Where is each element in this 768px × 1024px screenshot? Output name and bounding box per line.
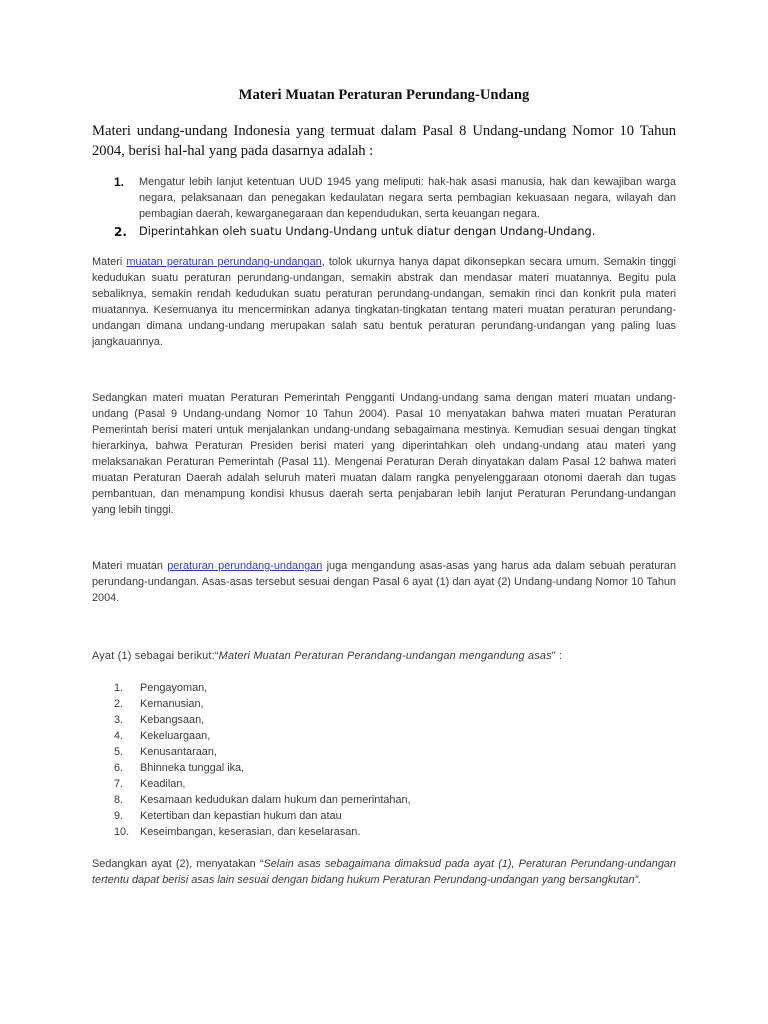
list-number: 1. [114,682,124,694]
list-item [92,808,676,824]
list-number: 8. [114,794,124,806]
list-item [92,174,676,222]
main-numbered-list [92,174,676,240]
italic-quote: Materi Muatan Peraturan Perandang-undangan mengandung asas [218,650,552,662]
list-number: 4. [114,730,124,742]
list-number: 9. [114,810,124,822]
italic-quote: Selain asas sebagaimana dimaksud pada ayat (1), Peraturan Perundang-undangan tertentu dapat berisi asas lain sesuai dengan bidang hukum Peraturan Perundang-undangan yang bersangkutan”. [92,858,676,886]
list-item-text: Pengayoman, [140,682,208,694]
paragraph-text: , tolok ukurnya hanya dapat dikonsepkan secara umum. Semakin tinggi kedudukan suatu peraturan perundang-undangan, semakin abstrak dan mendasar materi muatannya. Begitu pula sebaliknya, semakin rendah kedudukan suatu peraturan perundang-undangan, semakin rinci dan konkrit pula materi muatannya. Kesemuanya itu mencerminkan adanya tingkatan-tingkatan tentang materi muatan peraturan perundang-undangan dimana undang-undang merupakan salah satu bentuk peraturan perundang-undangan yang paling luas jangkauannya. [92,256,676,348]
list-item-text: Bhinneka tunggal ika, [140,762,245,774]
paragraph-ayat-1 [92,648,676,664]
link-peraturan-perundang-undangan[interactable]: peraturan perundang-undangan [167,560,323,572]
list-number: 10. [114,826,130,838]
paragraph-text: Ayat (1) sebagai berikut:“ [92,650,219,662]
list-number: 5. [114,746,124,758]
list-item-text: Kemanusian, [140,698,204,710]
paragraph-text: juga mengandung asas-asas yang harus ada dalam sebuah peraturan perundang-undangan. Asas-asas tersebut sesuai dengan Pasal 6 ayat (1) dan ayat (2) Undang-undang Nomor 10 Tahun 2004. [92,560,676,604]
list-number: 3. [114,714,124,726]
list-item [92,760,676,776]
paragraph-text: Materi [92,256,127,268]
list-item-text: Ketertiban dan kepastian hukum dan atau [140,810,342,822]
link-muatan-peraturan[interactable]: muatan peraturan perundang-undangan [126,256,322,268]
list-item [92,680,676,696]
list-item-text: Kekeluargaan, [140,730,211,742]
list-item-text: Kesamaan kedudukan dalam hukum dan pemerintahan, [140,794,411,806]
paragraph-materi-muatan [92,254,676,350]
list-item-text: Kebangsaan, [140,714,205,726]
paragraph-asas [92,558,676,606]
list-item-text: Diperintahkan oleh suatu Undang-Undang untuk diatur dengan Undang-Undang. [139,225,596,238]
list-item [92,712,676,728]
list-number: 6. [114,762,124,774]
list-item-text: Keadilan, [140,778,186,790]
list-item [92,824,676,840]
list-number: 2. [114,698,124,710]
paragraph-text: " : [551,650,563,662]
list-item-text: Mengatur lebih lanjut ketentuan UUD 1945 yang meliputi: hak-hak asasi manusia, hak dan kewajiban warga negara, pelaksanaan dan penegakan kedaulatan negara serta pembagian kekuasaan negara, wilayah dan pembagian daerah, kewarganegaraan dan kependudukan, serta keuangan negara. [139,176,676,220]
paragraph-text: Sedangkan ayat (2), menyatakan “ [92,858,264,870]
intro-paragraph: Materi undang-undang Indonesia yang termuat dalam Pasal 8 Undang-undang Nomor 10 Tahun 2004, berisi hal-hal yang pada dasarnya adalah : [92,123,676,159]
list-item [92,744,676,760]
paragraph-text: Materi muatan [92,560,168,572]
asas-numbered-list [92,680,676,840]
paragraph-ayat-2 [92,856,676,888]
list-item [92,224,676,240]
list-item-text: Kenusantaraan, [140,746,217,758]
list-item [92,696,676,712]
list-number: 2. [114,225,127,239]
list-number: 7. [114,778,124,790]
list-number: 1. [114,175,125,189]
paragraph-perpu: Sedangkan materi muatan Peraturan Pemerintah Pengganti Undang-undang sama dengan materi muatan undang-undang (Pasal 9 Undang-undang Nomor 10 Tahun 2004). Pasal 10 menyatakan bahwa materi muatan Peraturan Pemerintah berisi materi untuk menjalankan undang-undang sebagaimana mestinya. Kemudian sesuai dengan tingkat hierarkinya, bahwa Peraturan Presiden berisi materi yang diperintahkan oleh undang-undang atau materi yang melaksanakan Peraturan Pemerintah (Pasal 11). Mengenai Peraturan Derah dinyatakan dalam Pasal 12 bahwa materi muatan Peraturan Daerah adalah seluruh materi muatan dalam rangka penyelenggaraan otonomi daerah dan tugas pembantuan, dan menampung kondisi khusus daerah serta penjabaran lebih lanjut Peraturan Perundang-undangan yang lebih tinggi. [92,392,676,516]
list-item [92,776,676,792]
list-item [92,728,676,744]
document-title: Materi Muatan Peraturan Perundang-Undang [238,87,530,103]
list-item-text: Keseimbangan, keserasian, dan keselarasan. [140,826,361,838]
list-item [92,792,676,808]
